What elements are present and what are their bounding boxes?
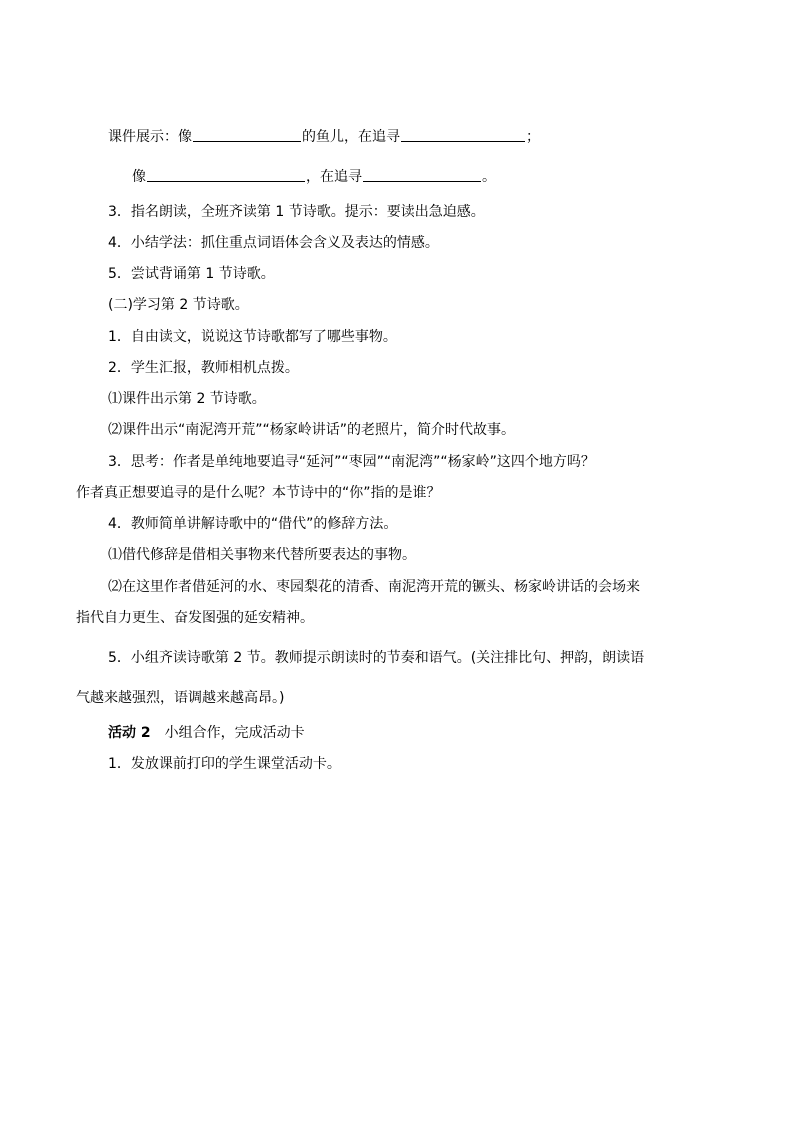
item-3: 3．指名朗读，全班齐读第 1 节诗歌。提示：要读出急迫感。 xyxy=(108,204,485,220)
courseware-line-2 xyxy=(132,167,496,187)
s2-item-2: 2．学生汇报，教师相机点拨。 xyxy=(108,360,299,376)
courseware-mid: 的鱼儿，在追寻 xyxy=(302,129,400,145)
s2-item-1: 1．自由读文，说说这节诗歌都写了哪些事物。 xyxy=(108,329,397,345)
fill-blank[interactable] xyxy=(193,127,301,142)
courseware-prefix: 课件展示：像 xyxy=(108,129,192,145)
s2-item-4a: ⑴借代修辞是借相关事物来代替所要表达的事物。 xyxy=(108,547,416,563)
s2-item-5-line2: 气越来越强烈，语调越来越高昂。) xyxy=(76,690,285,706)
s2-item-5-line1: 5．小组齐读诗歌第 2 节。教师提示朗读时的节奏和语气。(关注排比句、押韵，朗读语 xyxy=(108,650,645,666)
activity-2-item-1: 1．发放课前打印的学生课堂活动卡。 xyxy=(108,756,341,772)
courseware-end: ； xyxy=(526,129,540,145)
item-4: 4．小结学法：抓住重点词语体会含义及表达的情感。 xyxy=(108,235,439,251)
activity-2-label: 活动 2 xyxy=(108,725,151,741)
courseware-mid-2: ，在追寻 xyxy=(306,169,362,185)
fill-blank[interactable] xyxy=(401,127,525,142)
s2-item-3b: 作者真正想要追寻的是什么呢？本节诗中的“你”指的是谁？ xyxy=(76,485,441,501)
s2-item-2b: ⑵课件出示“南泥湾开荒”“杨家岭讲话”的老照片，简介时代故事。 xyxy=(108,422,516,438)
item-5: 5．尝试背诵第 1 节诗歌。 xyxy=(108,266,275,282)
fill-blank[interactable] xyxy=(363,167,481,182)
courseware-prefix-2: 像 xyxy=(132,169,146,185)
s2-item-4b-line1: ⑵在这里作者借延河的水、枣园梨花的清香、南泥湾开荒的镢头、杨家岭讲话的会场来 xyxy=(108,579,640,595)
activity-2-title: 小组合作，完成活动卡 xyxy=(164,725,305,741)
s2-item-3a: 3．思考：作者是单纯地要追寻“延河”“枣园”“南泥湾”“杨家岭”这四个地方吗？ xyxy=(108,454,595,470)
fill-blank[interactable] xyxy=(147,167,305,182)
courseware-end-2: 。 xyxy=(482,169,496,185)
courseware-line-1 xyxy=(108,127,540,147)
s2-item-2a: ⑴课件出示第 2 节诗歌。 xyxy=(108,391,266,407)
s2-item-4b-line2: 指代自力更生、奋发图强的延安精神。 xyxy=(76,610,314,626)
activity-2-heading xyxy=(108,723,305,743)
s2-item-4: 4．教师简单讲解诗歌中的“借代”的修辞方法。 xyxy=(108,516,398,532)
section-heading: (二)学习第 2 节诗歌。 xyxy=(108,297,249,313)
